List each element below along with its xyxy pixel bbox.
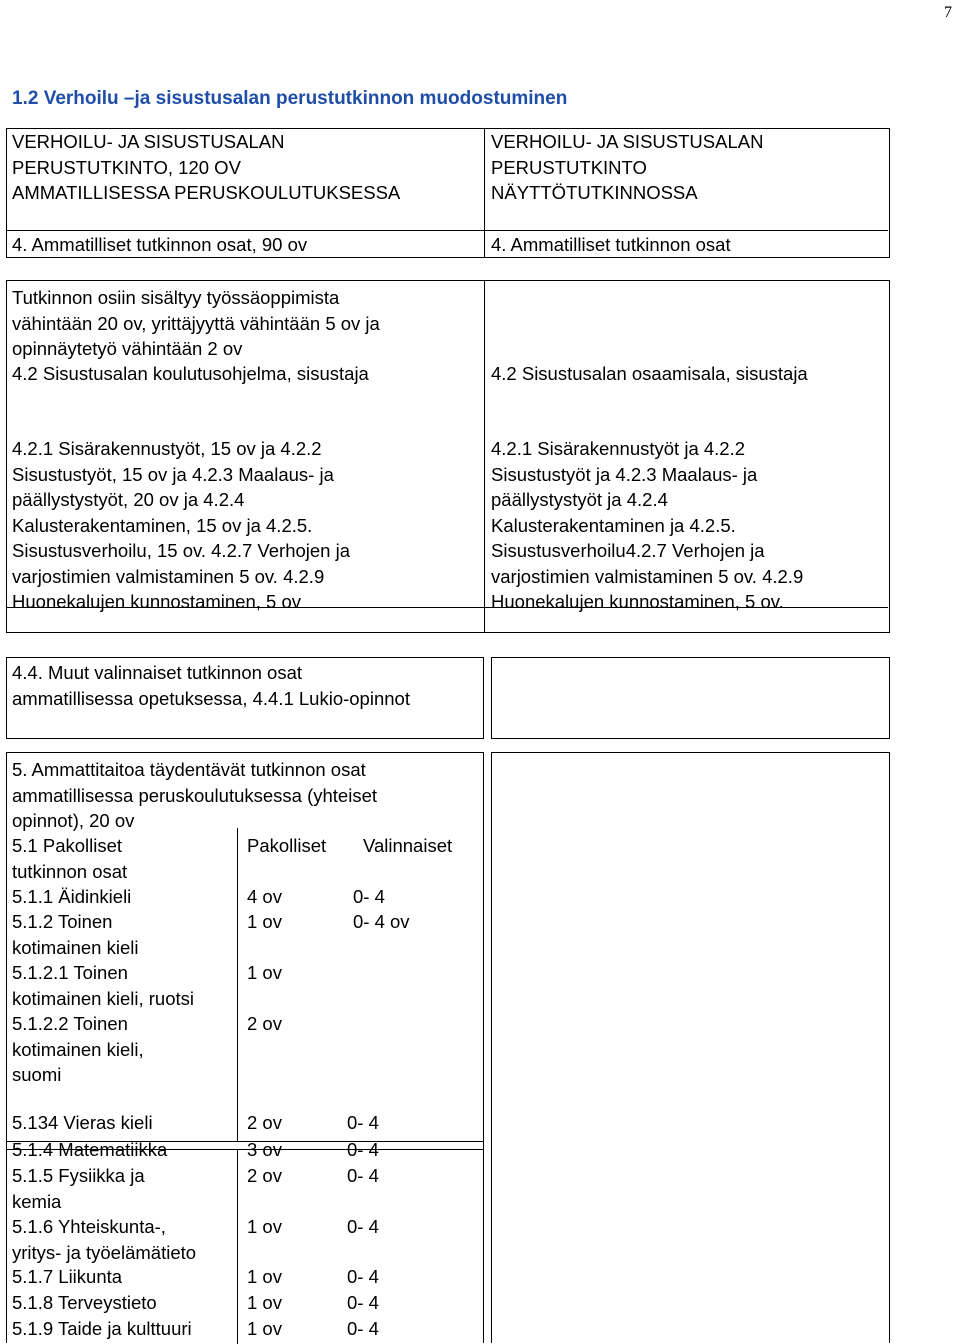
mandatory-value: 1 ov <box>247 962 282 983</box>
subject-name: 5.1.2 Toinen kotimainen kieli <box>12 911 139 958</box>
left-program-name: 4.2 Sisustusalan koulutusohjelma, sisustaja <box>12 363 369 384</box>
subject-name: 5.1.2.2 Toinen kotimainen kieli, suomi <box>12 1013 144 1085</box>
common-studies-box <box>6 752 484 1343</box>
subject-name: 5.1.7 Liikunta <box>12 1266 123 1287</box>
studies-header-row <box>7 833 483 882</box>
mandatory-value: 3 ov <box>247 1139 282 1160</box>
optional-value: 0- 4 <box>347 1165 379 1186</box>
table-row <box>7 1011 483 1085</box>
right-section-label: 4. Ammatilliset tutkinnon osat <box>491 234 731 255</box>
optional-value: 0- 4 <box>347 1112 379 1133</box>
subject-name: 5.1.6 Yhteiskunta-, yritys- ja työelämätieto <box>12 1216 197 1263</box>
optional-value: 0- 4 ov <box>353 911 410 932</box>
program-table <box>6 280 890 633</box>
header-mandatory: Pakolliset <box>247 835 327 856</box>
mandatory-value: 2 ov <box>247 1013 282 1034</box>
table-row <box>7 1316 483 1342</box>
table-row <box>7 1290 483 1316</box>
table-row <box>7 960 483 1009</box>
optional-value: 0- 4 <box>347 1318 379 1339</box>
mandatory-value: 1 ov <box>247 1292 282 1313</box>
table-row <box>7 1137 483 1163</box>
header-mandatory-parts: 5.1 Pakolliset tutkinnon osat <box>12 835 128 882</box>
optional-studies-right-box <box>491 657 890 739</box>
subject-name: 5.1.2.1 Toinen kotimainen kieli, ruotsi <box>12 962 194 1009</box>
common-studies-right-box <box>491 752 890 1343</box>
left-section-label: 4. Ammatilliset tutkinnon osat, 90 ov <box>12 234 308 255</box>
subject-name: 5.134 Vieras kieli <box>12 1112 153 1133</box>
optional-studies-box <box>6 657 484 739</box>
table-row <box>7 884 483 910</box>
subject-name: 5.1.4 Matematiikka <box>12 1139 168 1160</box>
mandatory-value: 2 ov <box>247 1112 282 1133</box>
table-row <box>7 1264 483 1290</box>
optional-value: 0- 4 <box>347 1216 379 1237</box>
optional-studies-text: 4.4. Muut valinnaiset tutkinnon osat ammatillisessa opetuksessa, 4.4.1 Lukio-opinnot <box>12 662 410 709</box>
subject-name: 5.1.1 Äidinkieli <box>12 886 132 907</box>
work-learning-note: Tutkinnon osiin sisältyy työssäoppimista vähintään 20 ov, yrittäjyyttä vähintään 5 ov ja opinnäytetyö vähintään 2 ov <box>12 287 380 359</box>
top-table <box>6 128 890 258</box>
table-row <box>7 1110 483 1136</box>
subject-name: 5.1.9 Taide ja kulttuuri <box>12 1318 192 1339</box>
mandatory-value: 1 ov <box>247 1216 282 1237</box>
mandatory-value: 2 ov <box>247 1165 282 1186</box>
left-degree-header: VERHOILU- JA SISUSTUSALAN PERUSTUTKINTO, 120 OV AMMATILLISESSA PERUSKOULUTUKSESSA <box>12 131 401 203</box>
subject-name: 5.1.5 Fysiikka ja kemia <box>12 1165 145 1212</box>
right-degree-header: VERHOILU- JA SISUSTUSALAN PERUSTUTKINTO NÄYTTÖTUTKINNOSSA <box>491 131 764 203</box>
table-row <box>7 1163 483 1212</box>
mandatory-value: 1 ov <box>247 911 282 932</box>
optional-value: 0- 4 <box>347 1139 379 1160</box>
right-program-units: 4.2.1 Sisärakennustyöt ja 4.2.2 Sisustustyöt ja 4.2.3 Maalaus- ja päällystystyöt ja 4.2.4 Kalusterakentaminen ja 4.2.5. Sisustusverhoilu4.2.7 Verhojen ja varjostimien valmistaminen 5 ov. 4.2.9 Huonekalujen kunnostaminen, 5 ov. <box>491 438 804 612</box>
mandatory-value: 1 ov <box>247 1318 282 1339</box>
right-program-name: 4.2 Sisustusalan osaamisala, sisustaja <box>491 363 808 384</box>
subject-name: 5.1.8 Terveystieto <box>12 1292 157 1313</box>
section-title: 1.2 Verhoilu –ja sisustusalan perustutkinnon muodostuminen <box>12 88 568 109</box>
table-row <box>7 909 483 958</box>
optional-value: 0- 4 <box>353 886 385 907</box>
mandatory-value: 1 ov <box>247 1266 282 1287</box>
optional-value: 0- 4 <box>347 1292 379 1313</box>
page-number: 7 <box>944 4 952 21</box>
optional-value: 0- 4 <box>347 1266 379 1287</box>
mandatory-value: 4 ov <box>247 886 282 907</box>
common-studies-intro: 5. Ammattitaitoa täydentävät tutkinnon osat ammatillisessa peruskoulutuksessa (yhteiset opinnot), 20 ov <box>12 759 378 831</box>
left-program-units: 4.2.1 Sisärakennustyöt, 15 ov ja 4.2.2 Sisustustyöt, 15 ov ja 4.2.3 Maalaus- ja päällystystyöt, 20 ov ja 4.2.4 Kalusterakentaminen, 15 ov ja 4.2.5. Sisustusverhoilu, 15 ov. 4.2.7 Verhojen ja varjostimien valmistaminen 5 ov. 4.2.9 Huonekalujen kunnostaminen, 5 ov <box>12 438 351 612</box>
table-row <box>7 1214 483 1263</box>
header-optional: Valinnaiset <box>363 835 453 856</box>
